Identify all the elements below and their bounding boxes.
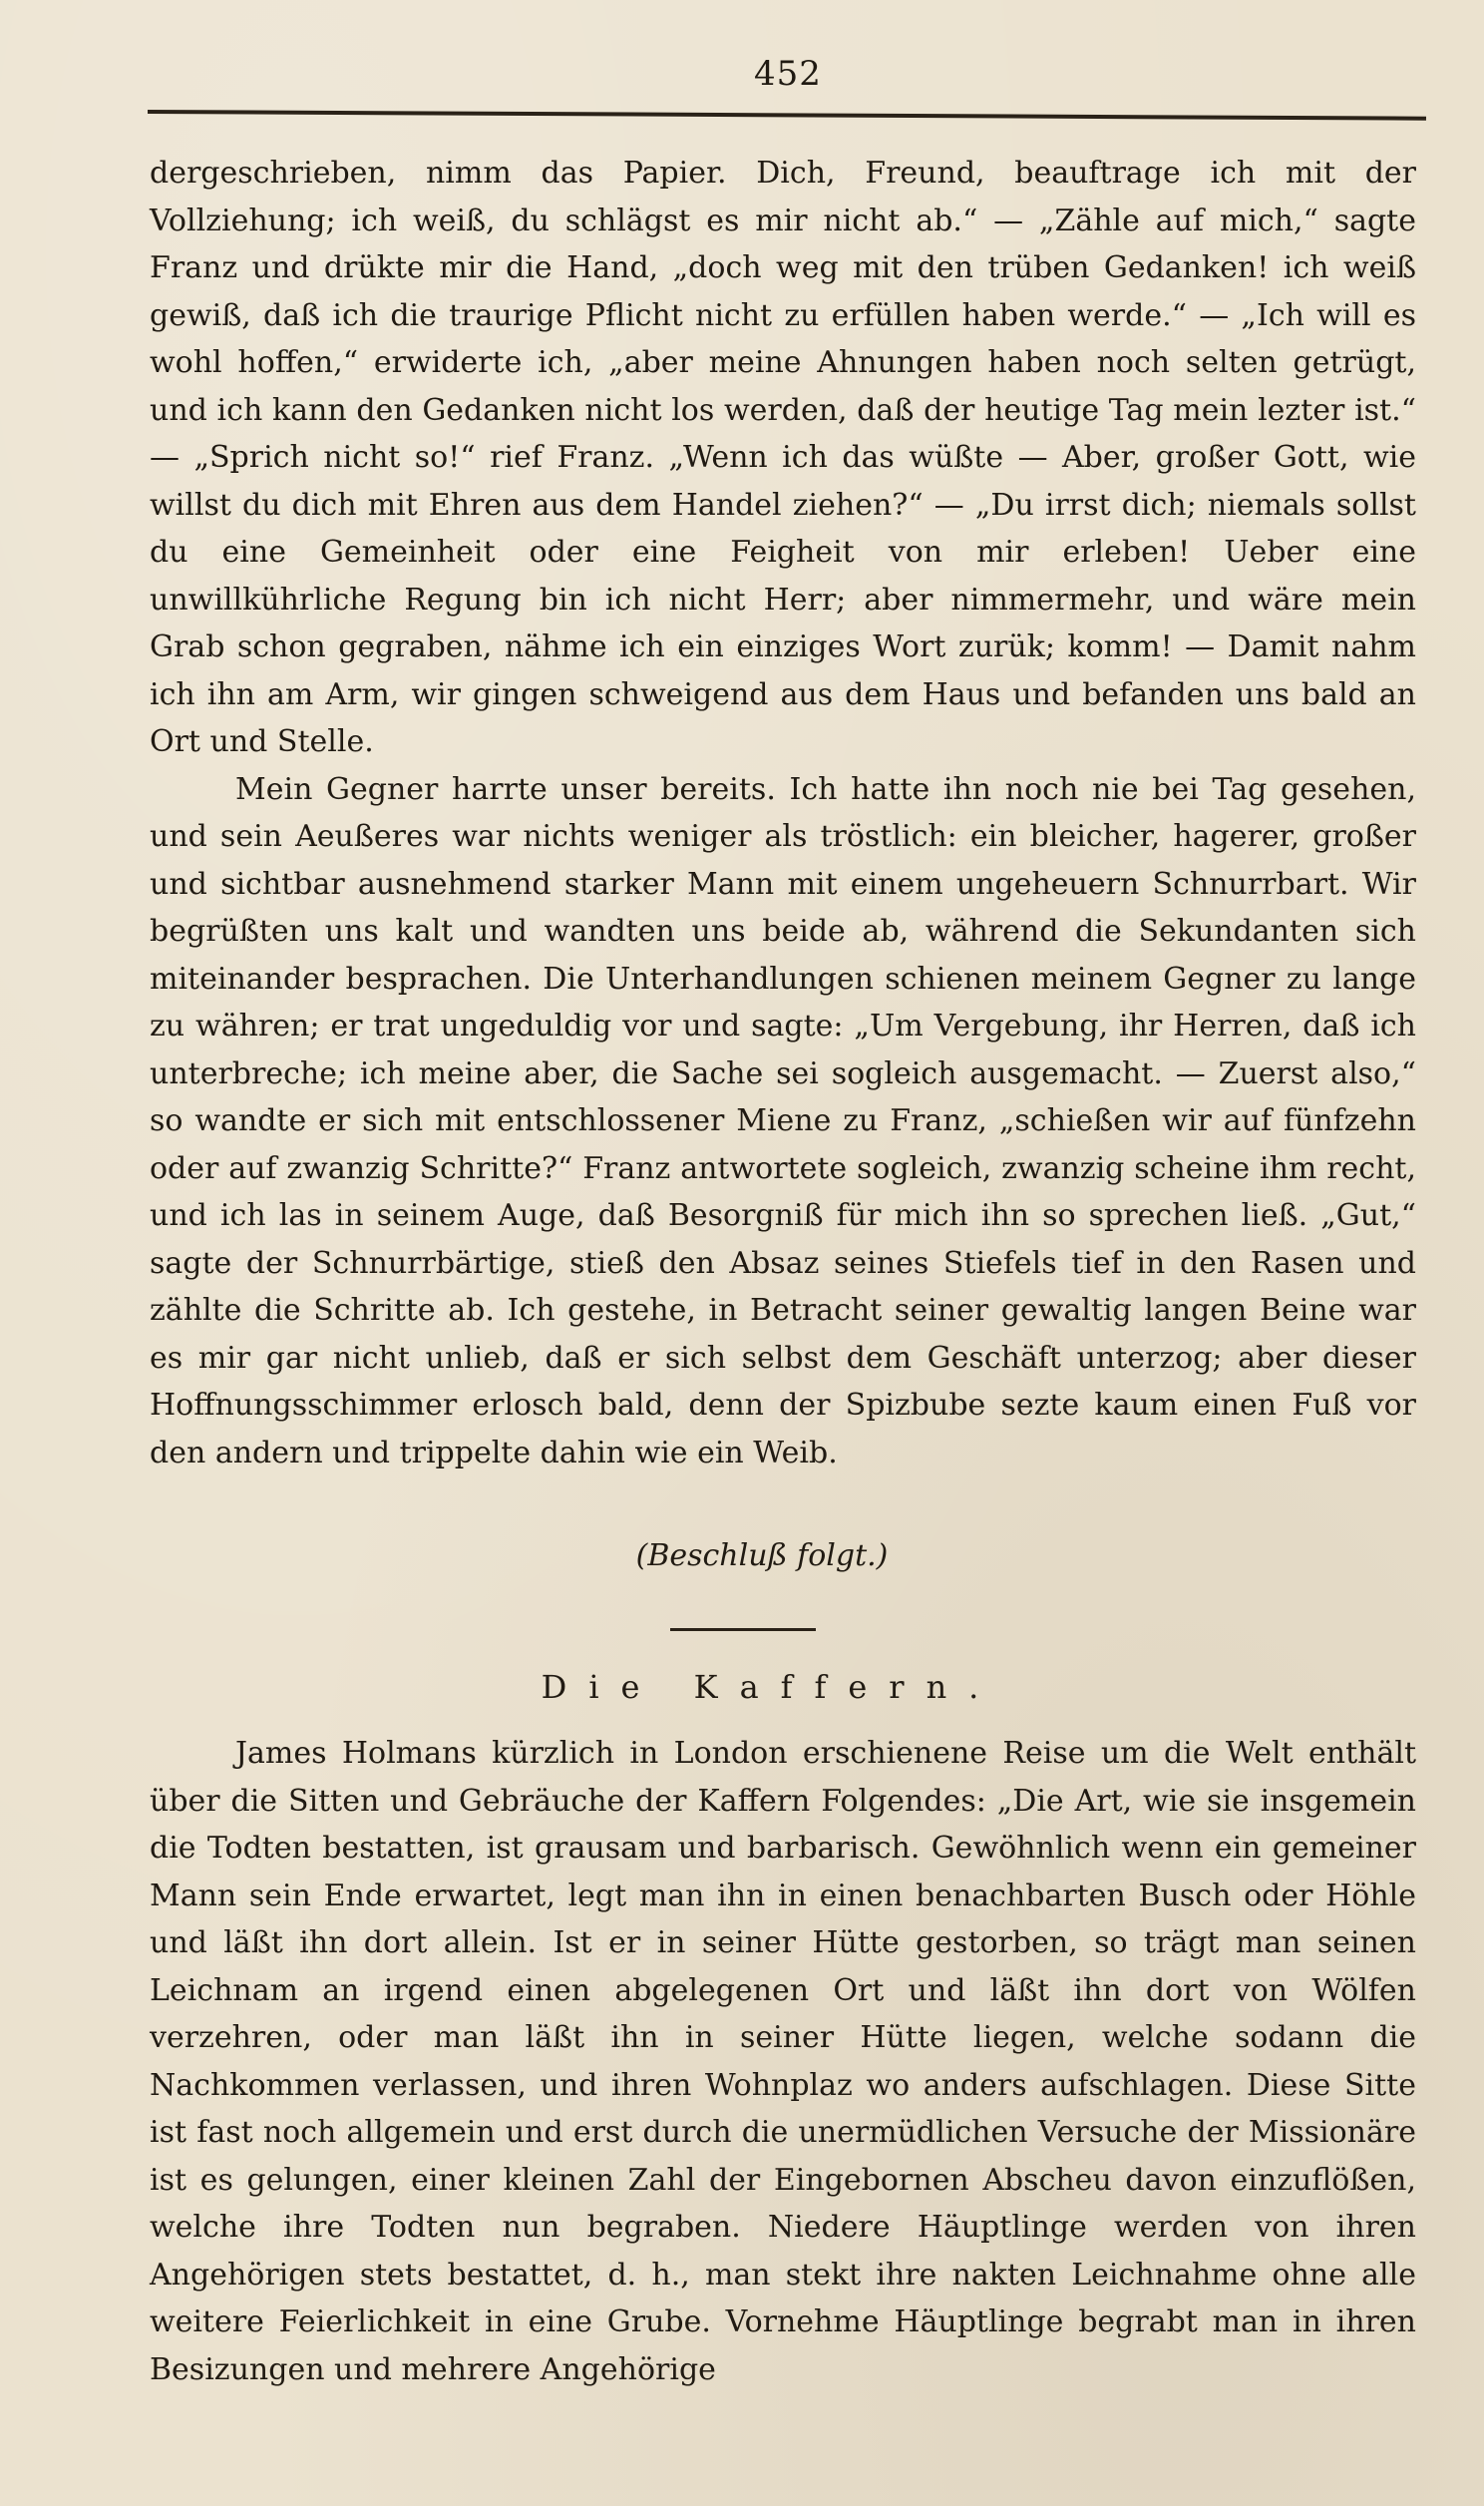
story-continuation [150, 150, 1416, 1476]
kaffern-article [150, 1730, 1416, 2393]
story-paragraph-1: dergeschrieben, nimm das Papier. Dich, Freund, beauftrage ich mit der Vollziehung; ich weiß, du schlägst es mir nicht ab.“ — „Zähle auf mich,“ sagte Franz und drükte mir die Hand, „doch weg mit den trüben Gedanken! ich weiß gewiß, daß ich die traurige Pflicht nicht zu erfüllen haben werde.“ — „Ich will es wohl hoffen,“ erwiderte ich, „aber meine Ahnungen haben noch selten getrügt, und ich kann den Gedanken nicht los werden, daß der heutige Tag mein lezter ist.“ — „Sprich nicht so!“ rief Franz. „Wenn ich das wüßte — Aber, großer Gott, wie willst du dich mit Ehren aus dem Handel ziehen?“ — „Du irrst dich; niemals sollst du eine Gemeinheit oder eine Feigheit von mir erleben! Ueber eine unwillkührliche Regung bin ich nicht Herr; aber nimmermehr, und wäre mein Grab schon gegraben, nähme ich ein einziges Wort zurük; komm! — Damit nahm ich ihn am Arm, wir gingen schweigend aus dem Haus und befanden uns bald an Ort und Stelle. [150, 156, 1416, 759]
story-paragraph-2: Mein Gegner harrte unser bereits. Ich hatte ihn noch nie bei Tag gesehen, und sein Aeußeres war nichts weniger als tröstlich: ein bleicher, hagerer, großer und sichtbar ausnehmend starker Mann mit einem ungeheuern Schnurrbart. Wir begrüßten uns kalt und wandten uns beide ab, während die Sekundanten sich miteinander besprachen. Die Unterhandlungen schienen meinem Gegner zu lange zu währen; er trat ungeduldig vor und sagte: „Um Vergebung, ihr Herren, daß ich unterbreche; ich meine aber, die Sache sei sogleich ausgemacht. — Zuerst also,“ so wandte er sich mit entschlossener Miene zu Franz, „schießen wir auf fünfzehn oder auf zwanzig Schritte?“ Franz antwortete sogleich, zwanzig scheine ihm recht, und ich las in seinem Auge, daß Besorgniß für mich ihn so sprechen ließ. „Gut,“ sagte der Schnurrbärtige, stieß den Absaz seines Stiefels tief in den Rasen und zählte die Schritte ab. Ich gestehe, in Betracht seiner gewaltig langen Beine war es mir gar nicht unlieb, daß er sich selbst dem Geschäft unterzog; aber dieser Hoffnungsschimmer erlosch bald, denn der Spizbube sezte kaum einen Fuß vor den andern und trippelte dahin wie ein Weib. [150, 771, 1416, 1470]
header-rule [148, 110, 1426, 121]
section-title: Die Kaffern. [541, 1668, 1001, 1706]
continued-note: (Beschluß folgt.) [635, 1538, 889, 1573]
section-divider [670, 1628, 816, 1631]
page-number: 452 [754, 54, 822, 94]
kaffern-paragraph: James Holmans kürzlich in London erschienene Reise um die Welt enthält über die Sitten und Gebräuche der Kaffern Folgendes: „Die Art, wie sie insgemein die Todten bestatten, ist grausam und barbarisch. Gewöhnlich wenn ein gemeiner Mann sein Ende erwartet, legt man ihn in einen benachbarten Busch oder Höhle und läßt ihn dort allein. Ist er in seiner Hütte gestorben, so trägt man seinen Leichnam an irgend einen abgelegenen Ort und läßt ihn dort von Wölfen verzehren, oder man läßt ihn in seiner Hütte liegen, welche sodann die Nachkommen verlassen, und ihren Wohnplaz wo anders aufschlagen. Diese Sitte ist fast noch allgemein und erst durch die unermüdlichen Versuche der Missionäre ist es gelungen, einer kleinen Zahl der Eingebornen Abscheu davon einzuflößen, welche ihre Todten nun begraben. Niedere Häuptlinge werden von ihren Angehörigen stets bestattet, d. h., man stekt ihre nakten Leichnahme ohne alle weitere Feierlichkeit in eine Grube. Vornehme Häuptlinge begrabt man in ihren Besizungen und mehrere Angehörige [150, 1736, 1416, 2387]
